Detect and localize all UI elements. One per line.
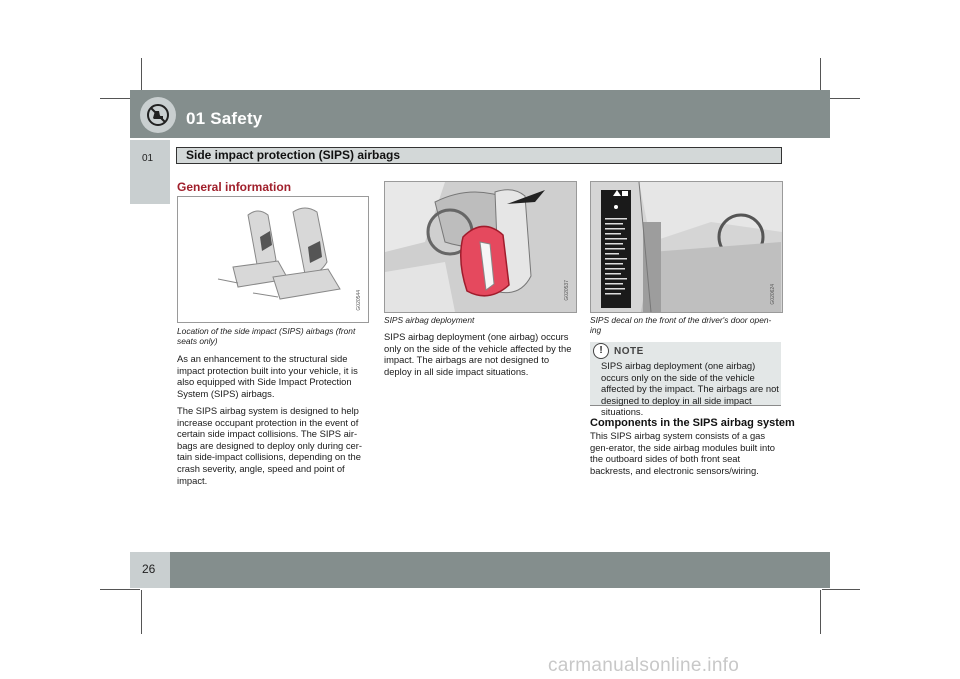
note-label: NOTE: [614, 346, 644, 357]
footer-band: [130, 552, 830, 588]
crop-mark: [141, 590, 142, 634]
page-number: 26: [142, 562, 156, 576]
chapter-side-tab: [130, 140, 170, 204]
chapter-title: 01 Safety: [186, 109, 263, 128]
note-info-icon: !: [593, 343, 609, 359]
section-title: Side impact protection (SIPS) airbags: [186, 148, 401, 162]
note-text: SIPS airbag deployment (one airbag) occurs only on the side of the vehicle affected by the impact. The airbags are not designed to deploy in all side impact situations.: [601, 360, 779, 418]
components-paragraph: This SIPS airbag system consists of a gas gen-erator, the side airbag modules built into the outboard sides of both front seat backrests, and electronic sensors/wiring.: [590, 430, 776, 476]
seats-figure-caption: Location of the side impact (SIPS) airbags (front seats only): [177, 326, 356, 346]
figure-code: G020537: [564, 280, 570, 301]
figure-code: G020544: [356, 290, 362, 311]
sips-seats-figure: [177, 196, 369, 323]
deployment-figure-caption: SIPS airbag deployment: [384, 315, 475, 325]
sips-deployment-figure: [384, 181, 577, 313]
general-info-paragraph-1: As an enhancement to the structural side impact protection built into your vehicle, it is also equipped with Side Impact Protection System (SIPS) airbags.: [177, 353, 358, 399]
chapter-side-tab-label: 01: [142, 153, 154, 164]
sips-decal-figure: [590, 181, 783, 313]
deployment-paragraph: SIPS airbag deployment (one airbag) occurs only on the side of the vehicle affected by the impact. The airbags are not designed to deploy in all side impact situations.: [384, 331, 572, 377]
watermark: carmanualsonline.info: [548, 655, 740, 676]
general-info-paragraph-2: The SIPS airbag system is designed to help increase occupant protection in the event of certain side impact collisions. The SIPS air-bags are designed to deploy only during cer-tain side-impact collisions, depending on the crash severity, angle, speed and point of impact.: [177, 405, 363, 486]
crop-mark: [820, 590, 821, 634]
general-information-heading: General information: [177, 180, 292, 194]
components-heading: Components in the SIPS airbag system: [590, 417, 795, 429]
figure-code: G020624: [770, 284, 776, 305]
no-child-seat-icon: [140, 97, 176, 133]
crop-mark: [100, 589, 140, 590]
crop-mark: [822, 589, 860, 590]
decal-figure-caption: SIPS decal on the front of the driver's door open-ing: [590, 315, 772, 335]
